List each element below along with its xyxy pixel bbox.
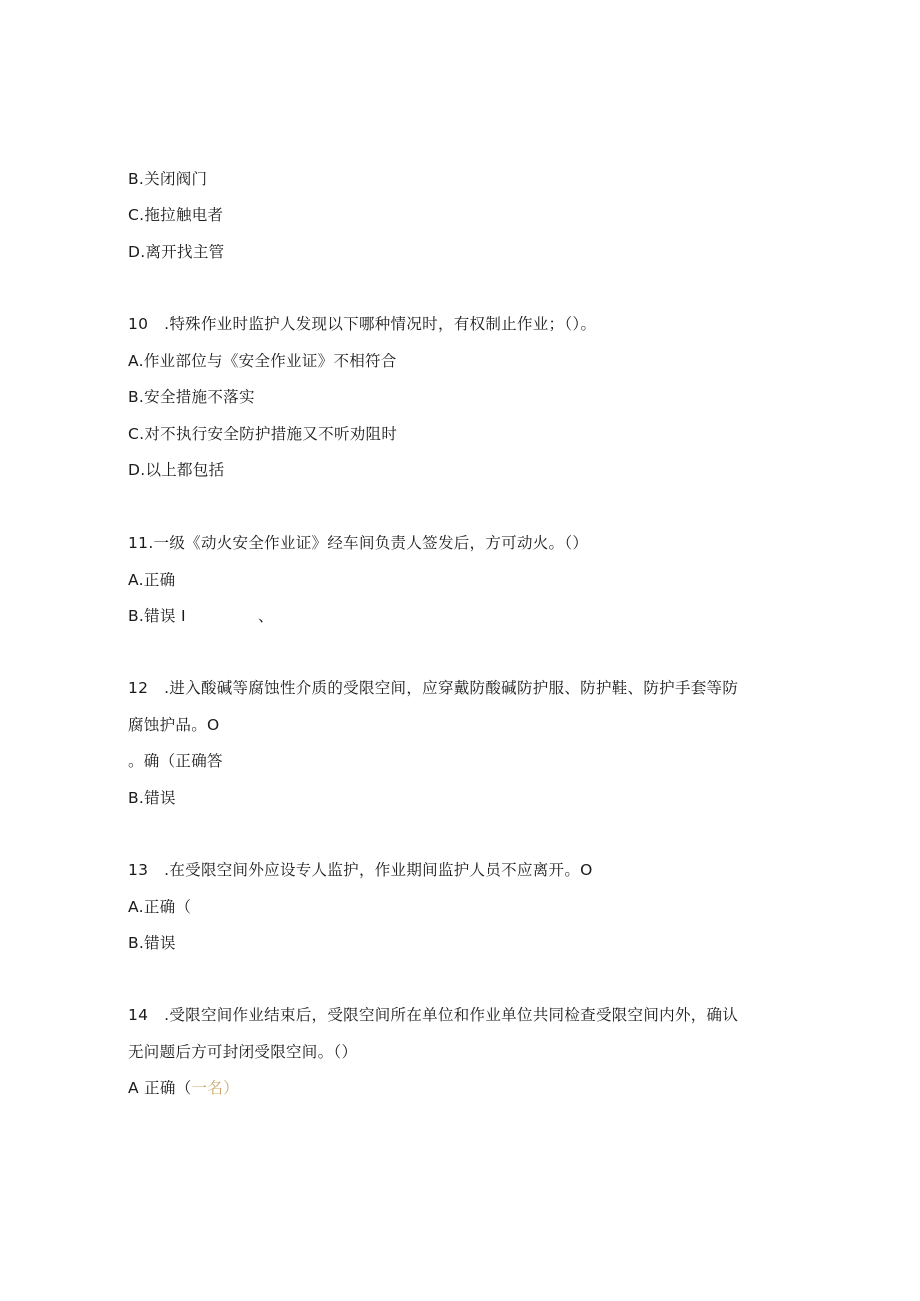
option-d-find-supervisor: D.离开找主管	[128, 243, 225, 261]
q12-option-a: 。确（正确答	[128, 752, 223, 770]
q14-option-a	[128, 1078, 239, 1098]
q13-option-b: B.错误	[128, 934, 176, 952]
question-11: 11.一级《动火安全作业证》经车间负责人签发后，方可动火。（）	[128, 534, 589, 552]
stray-mark: 、	[258, 607, 274, 625]
question-12-line-2: 腐蚀护品。O	[128, 716, 220, 734]
question-10: 10 .特殊作业时监护人发现以下哪种情况时，有权制止作业；（）。	[128, 315, 597, 333]
q11-option-b: B.错误 I	[128, 607, 186, 625]
q10-option-a: A.作业部位与《安全作业证》不相符合	[128, 352, 397, 370]
question-13: 13 .在受限空间外应设专人监护，作业期间监护人员不应离开。O	[128, 861, 593, 879]
q10-option-c: C.对不执行安全防护措施又不听劝阻时	[128, 425, 398, 443]
q12-option-b: B.错误	[128, 789, 176, 807]
question-14-line-2: 无问题后方可封闭受限空间。（）	[128, 1043, 358, 1061]
q14-option-a-text: A 正确（	[128, 1079, 192, 1097]
q10-option-d: D.以上都包括	[128, 461, 225, 479]
q11-option-a: A.正确	[128, 571, 176, 589]
q13-option-a: A.正确（	[128, 898, 192, 916]
q14-option-a-faded-text: 一名）	[191, 1079, 239, 1097]
q10-option-b: B.安全措施不落实	[128, 388, 255, 406]
question-14-line-1: 14 .受限空间作业结束后，受限空间所在单位和作业单位共同检查受限空间内外，确认	[128, 1006, 739, 1024]
option-b-close-valve: B.关闭阀门	[128, 170, 208, 188]
question-12-line-1: 12 .进入酸碱等腐蚀性介质的受限空间，应穿戴防酸碱防护服、防护鞋、防护手套等防	[128, 679, 739, 697]
option-c-drag-victim: C.拖拉触电者	[128, 206, 224, 224]
